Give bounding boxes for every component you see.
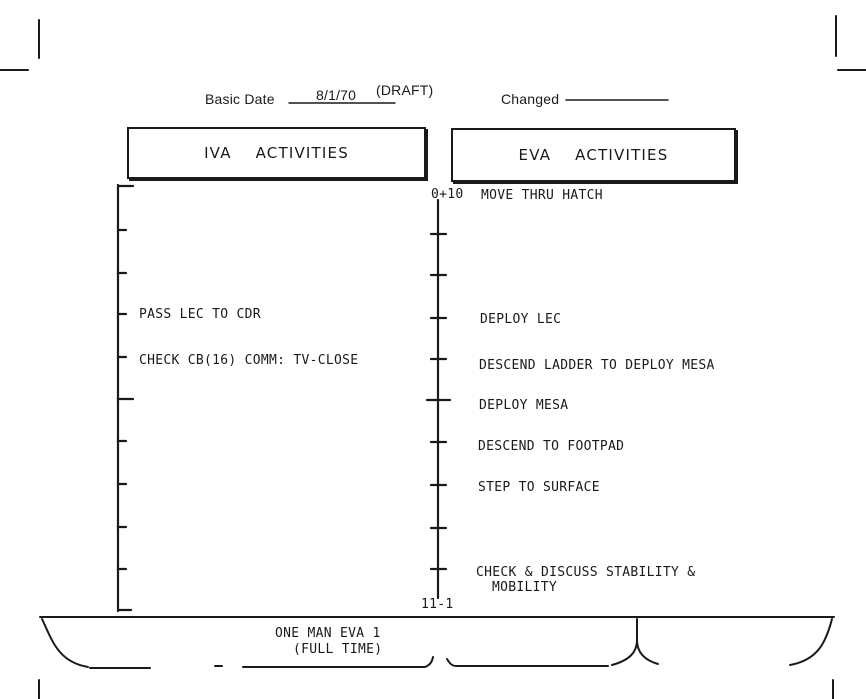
draft-label: (DRAFT) <box>376 82 434 98</box>
eva-timeline <box>427 200 450 598</box>
basic-date-label: Basic Date <box>205 91 275 107</box>
basic-date-value: 8/1/70 <box>316 87 357 103</box>
iva-activities-header <box>127 127 426 179</box>
iva-timeline <box>118 185 133 611</box>
iva-activities-title: IVA ACTIVITIES <box>204 144 349 162</box>
footer-title-line2: (FULL TIME) <box>293 642 383 657</box>
changed-label: Changed <box>501 91 560 107</box>
eva-item: DEPLOY LEC <box>480 312 562 327</box>
iva-item: PASS LEC TO CDR <box>139 307 261 322</box>
eva-item: MOBILITY <box>492 580 558 595</box>
eva-item: DESCEND LADDER TO DEPLOY MESA <box>479 358 715 373</box>
eva-activities-title: EVA ACTIVITIES <box>518 146 669 164</box>
eva-activities-header <box>451 128 736 182</box>
page-number: 11-1 <box>421 597 454 612</box>
eva-item: STEP TO SURFACE <box>478 480 600 495</box>
timeline-start-label: 0+10 <box>431 187 464 202</box>
footer-tab-border <box>40 617 834 668</box>
eva-item: DESCEND TO FOOTPAD <box>478 439 625 454</box>
eva-item: CHECK & DISCUSS STABILITY & <box>476 565 696 580</box>
footer-title-line1: ONE MAN EVA 1 <box>275 626 381 641</box>
iva-item: CHECK CB(16) COMM: TV-CLOSE <box>139 353 359 368</box>
eva-item: DEPLOY MESA <box>479 398 569 413</box>
eva-item: MOVE THRU HATCH <box>481 188 603 203</box>
